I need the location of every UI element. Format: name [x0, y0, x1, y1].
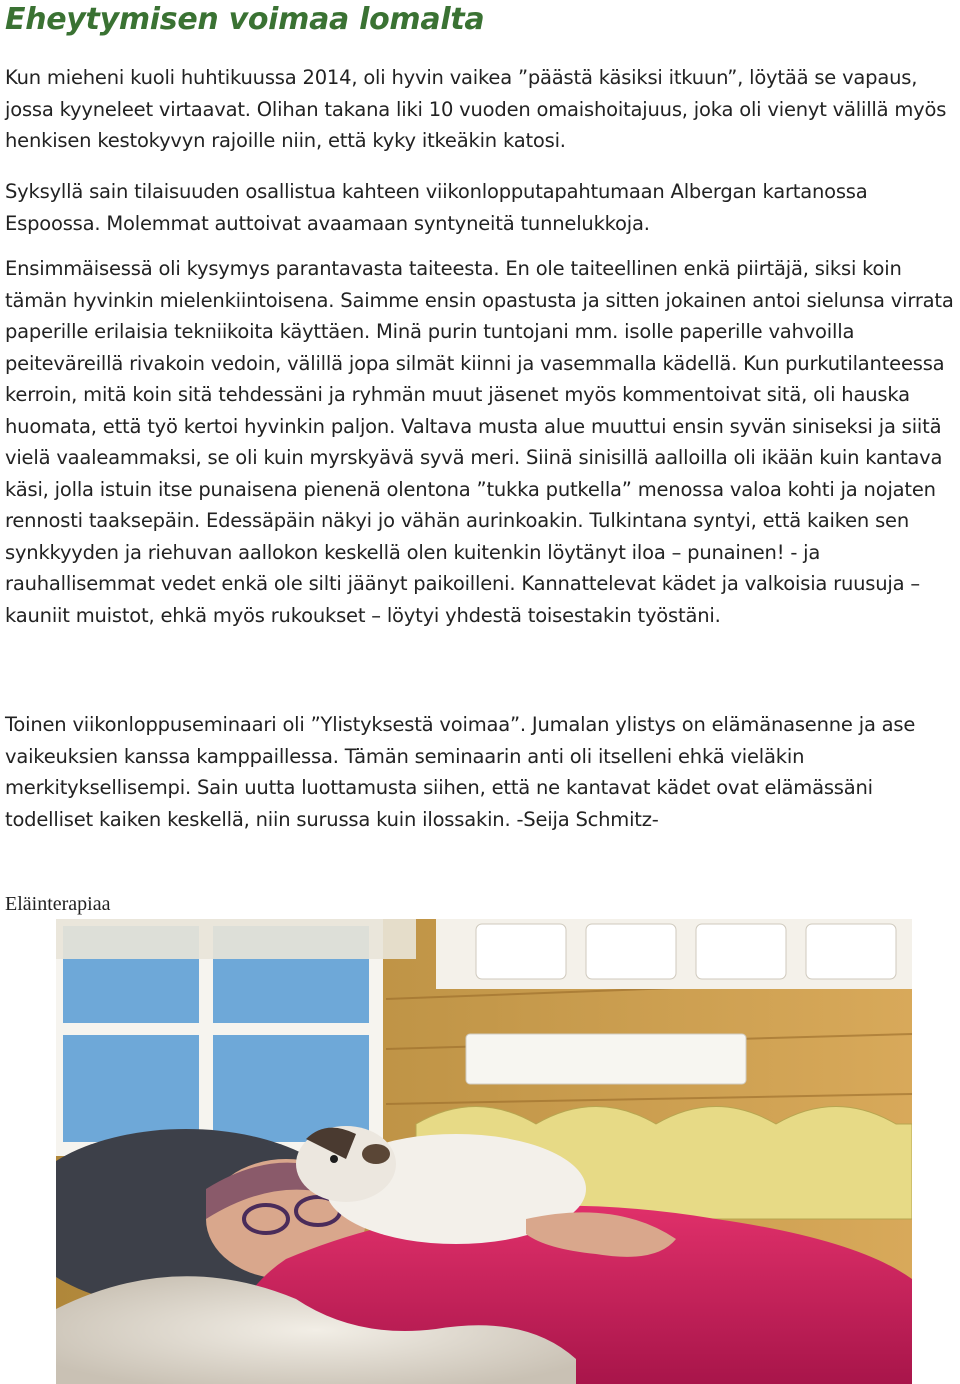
photo-caption: Eläinterapiaa	[5, 893, 111, 915]
paragraph-autumn: Syksyllä sain tilaisuuden osallistua kahteen viikonlopputapahtumaan Albergan kartanossa Espoossa. Molemmat auttoivat avaamaan syntyneitä tunnelukkoja.	[5, 180, 868, 235]
paragraph-praise-seminar: Toinen viikonloppuseminaari oli ”Ylistyksestä voimaa”. Jumalan ylistys on elämänasenne ja ase vaikeuksien kanssa kamppaillessa. Tämän seminaarin anti oli itselleni ehkä vieläkin merkityksellisempi. Sain uutta luottamusta siihen, että ne kantavat kädet ovat elämässäni todelliset kaiken keskellä, niin surussa kuin ilossakin. -Seija Schmitz-	[5, 713, 916, 831]
paragraph-art-seminar: Ensimmäisessä oli kysymys parantavasta taiteesta. En ole taiteellinen enkä piirtäjä, siksi koin tämän hyvinkin mielenkiintoisena. Saimme ensin opastusta ja sitten jokainen antoi sielunsa virrata paperille erilaisia tekniikoita käyttäen. Minä purin tuntojani mm. isolle paperille vahvoilla peiteväreillä rivakoin vedoin, välillä jopa silmät kiinni ja vasemmalla kädellä. Kun purkutilanteessa kerroin, mitä koin sitä tehdessäni ja ryhmän muut jäsenet myös kommentoivat sitä, oli hauska huomata, että työ kertoi hyvinkin paljon. Valtava musta alue muuttui ensin syvän siniseksi ja siitä vielä vaaleammaksi, se oli kuin myrskyävä syvä meri. Siinä sinisillä aalloilla oli ikään kuin kantava käsi, jolla istuin itse punaisena pienenä olentona ”tukka putkella” menossa valoa kohti ja nojaten rennosti taaksepäin. Edessäpäin näkyi jo vähän aurinkoakin. Tulkintana syntyi, että kaiken sen synkkyyden ja riehuvan aallokon keskellä olen kuitenkin löytänyt iloa – punainen! - ja rauhallisemmat vedet enkä ole silti jäänyt paikoilleni. Kannattelevat kädet ja valkoisia ruusuja – kauniit muistot, ehkä myös rukoukset – löytyi yhdestä toisestakin työstäni.	[5, 257, 954, 627]
photo-illustration	[56, 919, 912, 1384]
paragraph-intro: Kun mieheni kuoli huhtikuussa 2014, oli hyvin vaikea ”päästä käsiksi itkuun”, löytää se vapaus, jossa kyyneleet virtaavat. Olihan takana liki 10 vuoden omaishoitajuus, joka oli vienyt välillä myös henkisen kestokyvyn rajoille niin, että kyky itkeäkin katosi.	[5, 66, 947, 152]
photo-woman-with-dog	[56, 919, 912, 1384]
article-title: Eheytymisen voimaa lomalta	[5, 2, 485, 37]
